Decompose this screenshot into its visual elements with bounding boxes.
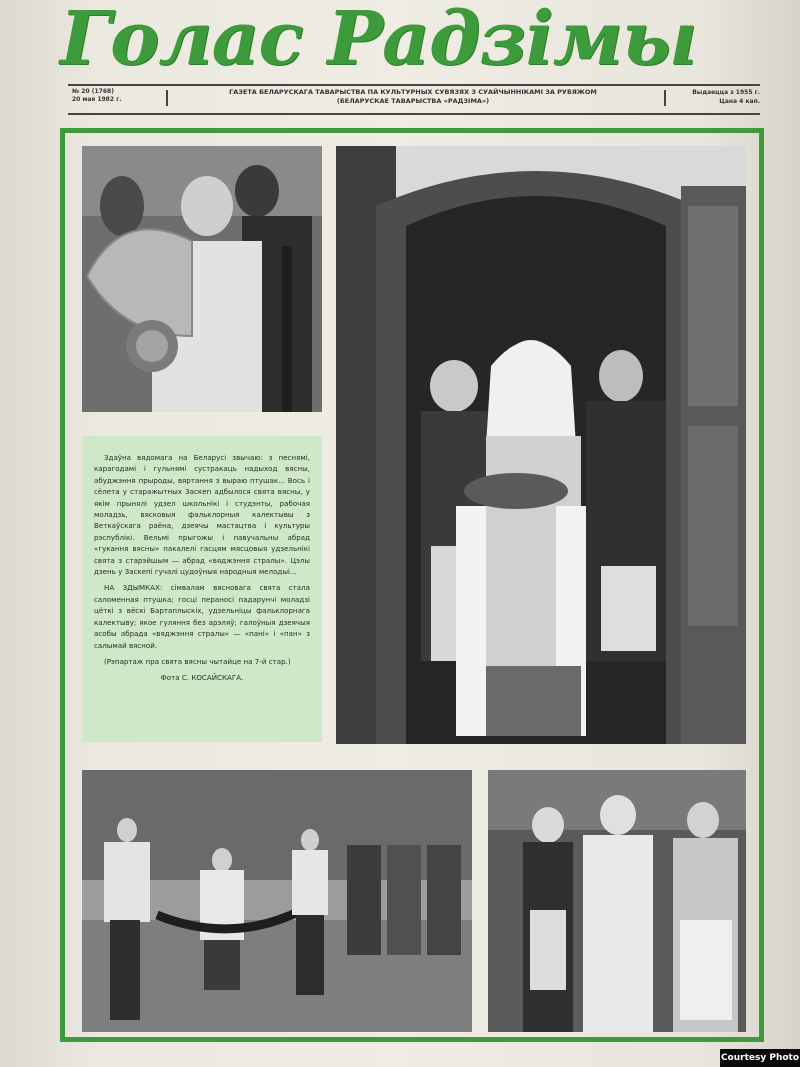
header-divider-right (664, 90, 666, 106)
issue-number: № 20 (1768) (72, 88, 114, 95)
price: Цана 4 кап. (719, 98, 760, 105)
article-text-box (82, 436, 322, 742)
issue-info (72, 88, 162, 104)
article-paragraph-2: НА ЗДЫМКАХ: сімвалам вясновага свята стала саломенная птушка; госці пераносі падарунчі моладзі цёткі з вёскі Бартаплыскіх, удзельніцы фальклорнага калектыву; якое гуляння без арэляў; галоўныя дзеячыя асобы абрада «вяджэння стралы» — «пані» і «пан» з салымай вясной. (94, 583, 310, 650)
publisher-line: ГАЗЕТА БЕЛАРУСКАГА ТАВАРЫСТВА ПА КУЛЬТУРНЫХ СУВЯЗЯХ З СУАЙЧЫННІКАМІ ЗА РУБЯЖОМ (229, 88, 597, 96)
header-divider-left (166, 90, 168, 106)
courtesy-photo-badge: Courtesy Photo (720, 1049, 800, 1067)
published-since: Выдаецца з 1955 г. (692, 89, 760, 96)
photo-folk-dance (82, 770, 472, 1032)
header-rule-top (68, 84, 760, 86)
issue-date: 20 мая 1982 г. (72, 96, 122, 103)
publication-info (676, 88, 760, 106)
photo-straw-bird (82, 146, 322, 412)
photo-women-group (488, 770, 746, 1032)
photo-credit: Фота С. КОСАЙСКАГА. (160, 673, 244, 683)
publisher-line-2: (БЕЛАРУСКАЕ ТАВАРЫСТВА «РАДЗІМА») (336, 97, 490, 105)
photo-bread-and-salt (336, 146, 746, 744)
header-subtitle (178, 88, 648, 106)
masthead-title: Голас Радзімы (60, 0, 697, 82)
header-rule-bottom (68, 113, 760, 115)
article-paragraph-3: (Рэпартаж пра свята вясны чытайце на 7-й стар.) (104, 656, 291, 666)
article-paragraph-1: Здаўна вядомага на Беларусі звычаю: з песнямі, карагодамі і гульнямі сустракаць надыход вясны, абуджэння прыроды, вяртання з выраю птушак... Вось і сёлета у старажытных Заскеп адбылося свята вясны, у якім прынялі удзел школьнікі і студэнты, рабочая моладзь, вясковыя фальклорныя калектывы з Веткаўскага раёна, дзеячы мастацтва і культуры рэспублікі. Вельмі прыгожы і павучальны абрад «гукання вясны» пакалелі гасцям мясцовыя удзельнікі свята з старэйшым — абрад «вяджэння стралы». Цэлы дзень у Заскепі гучалі цудоўныя народныя мелодыі... (94, 453, 310, 577)
